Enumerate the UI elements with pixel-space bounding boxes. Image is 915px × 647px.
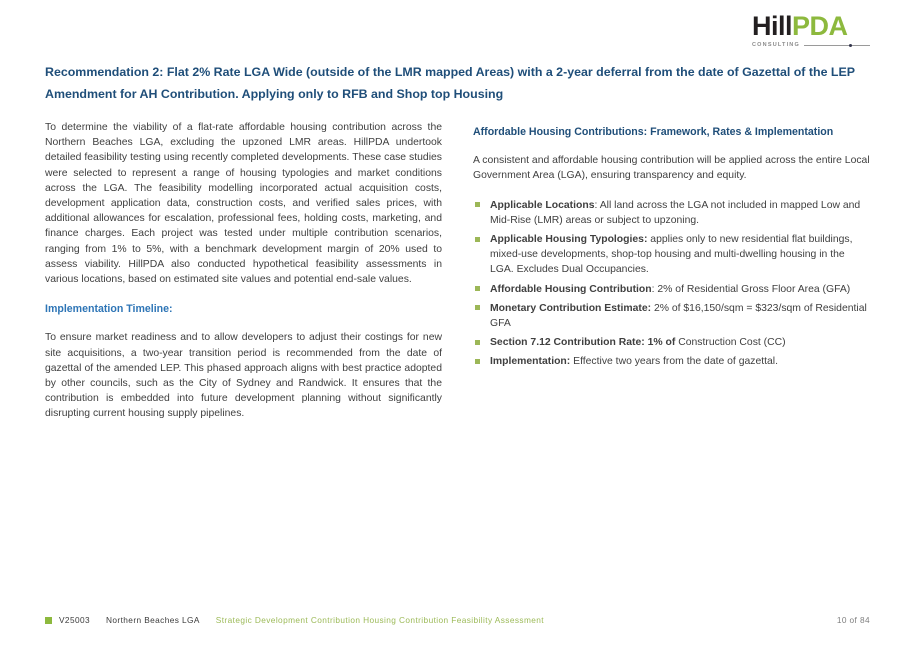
bullet-text: [490, 301, 870, 331]
hillpda-logo: [752, 13, 870, 52]
bullet-label: Implementation:: [490, 356, 571, 368]
list-item: [473, 282, 870, 297]
bullet-text: [490, 354, 778, 369]
bullet-square-icon: [475, 340, 480, 345]
page-footer: [45, 615, 870, 625]
bullet-text: [490, 198, 870, 228]
framework-bullet-list: [473, 198, 870, 370]
footer-lga-label: Northern Beaches LGA: [106, 615, 200, 625]
content-columns: [45, 120, 870, 422]
bullet-label: Applicable Locations: [490, 199, 595, 211]
implementation-timeline-heading: Implementation Timeline:: [45, 303, 173, 316]
bullet-text: [490, 232, 870, 278]
bullet-square-icon: [475, 237, 480, 242]
list-item: [473, 354, 870, 369]
bullet-body: 2% of $16,150/sqm = $323/sqm of Residential GFA: [490, 302, 867, 330]
bullet-body: Effective two years from the date of gazettal.: [570, 356, 778, 368]
project-code: V25003: [59, 615, 91, 625]
bullet-body: Construction Cost (CC): [675, 337, 786, 349]
logo-subline: [752, 42, 870, 48]
feasibility-paragraph: To determine the viability of a flat-rate affordable housing contribution across the Northern Beaches LGA, excluding the upzoned LMR areas. HillPDA undertook detailed feasibility testing using recently completed developments. These case studies were selected to represent a range of housing typologies and market conditions across the LGA. The feasibility modelling incorporated actual acquisition costs, development application data, construction costs, and verified sales prices, with additional allowances for escalation, professional fees, holding costs, marketing, and finance charges. Each project was tested under multiple contribution scenarios, ranging from 1% to 5%, with a benchmark development margin of 20% used to assess viability. HillPDA also conducted hypothetical feasibility assessments in various locations, based on estimated site values and potential end-sale values.: [45, 122, 442, 286]
footer-square-icon: [45, 617, 52, 624]
logo-pda-text: PDA: [792, 11, 848, 41]
left-column: [45, 120, 442, 422]
list-item: [473, 232, 870, 278]
bullet-body: : 2% of Residential Gross Floor Area (GFA): [651, 283, 851, 295]
hillpda-logo-wordmark: [752, 13, 870, 40]
bullet-square-icon: [475, 202, 480, 207]
bullet-square-icon: [475, 286, 480, 291]
framework-heading: Affordable Housing Contributions: Framework, Rates & Implementation: [473, 126, 834, 138]
page-title: Recommendation 2: Flat 2% Rate LGA Wide (outside of the LMR mapped Areas) with a 2-year deferral from the date of Gazettal of the LEP Amendment for AH Contribution. Applying only to RFB and Shop top Housing: [45, 65, 855, 101]
footer-left: [45, 615, 544, 625]
bullet-label: Monetary Contribution Estimate:: [490, 302, 652, 314]
right-column: [473, 120, 870, 422]
bullet-label: Affordable Housing Contribution: [490, 283, 652, 295]
bullet-body: : All land across the LGA not included in mapped Low and Mid-Rise (LMR) areas or subject to upzoning.: [490, 199, 861, 226]
list-item: [473, 198, 870, 228]
bullet-text: [490, 335, 786, 350]
logo-hill-text: Hill: [752, 11, 793, 41]
bullet-label: Applicable Housing Typologies:: [490, 234, 648, 246]
list-item: [473, 301, 870, 331]
header: [45, 0, 870, 52]
bullet-body: applies only to new residential flat buildings, mixed-use developments, shop-top housing and multi-dwelling housing in the LGA. Excludes Dual Occupancies.: [490, 234, 853, 276]
logo-consulting-text: CONSULTING: [752, 42, 800, 48]
timeline-paragraph: To ensure market readiness and to allow developers to adjust their costings for new site acquisitions, a two-year transition period is recommended from the date of gazettal of the amended LEP. This phased approach aligns with best practice adopted by other councils, such as the City of Sydney and Randwick. It ensures that the contribution is embedded into future development planning without significantly disrupting current housing supply pipelines.: [45, 332, 442, 420]
list-item: [473, 335, 870, 350]
logo-rule: [804, 45, 870, 46]
bullet-square-icon: [475, 359, 480, 364]
bullet-text: [490, 282, 850, 297]
framework-intro: A consistent and affordable housing contribution will be applied across the entire Local Government Area (LGA), ensuring transparency and equity.: [473, 155, 870, 182]
page-number: 10 of 84: [836, 615, 870, 625]
logo-dot-icon: [849, 44, 852, 47]
bullet-square-icon: [475, 305, 480, 310]
bullet-label: Section 7.12 Contribution Rate: 1% of: [490, 337, 676, 349]
footer-report-title: Strategic Development Contribution Housing Contribution Feasibility Assessment: [215, 615, 544, 625]
